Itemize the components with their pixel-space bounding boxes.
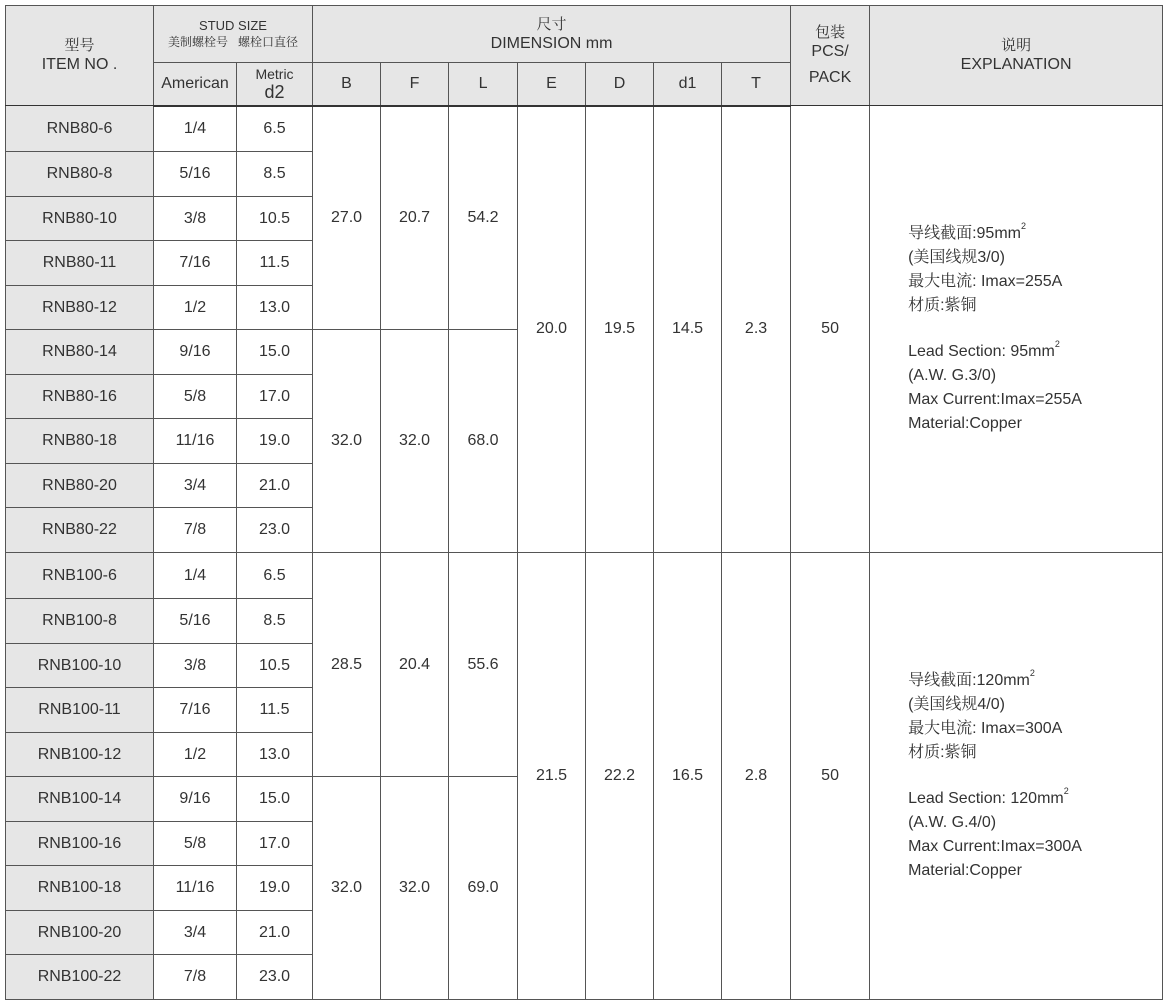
metric-cell: 11.5	[237, 688, 313, 733]
item-no-cell: RNB80-16	[6, 375, 154, 419]
header-pack-pcs: PCS/	[811, 43, 849, 60]
explanation-en-current: Max Current:Imax=255A	[908, 391, 1082, 408]
dim-l-cell: 69.0	[449, 777, 518, 1000]
metric-cell: 10.5	[237, 644, 313, 688]
table-row	[6, 106, 1163, 152]
explanation-en-material: Material:Copper	[908, 415, 1022, 432]
explanation-en-section	[908, 787, 1162, 811]
metric-cell: 23.0	[237, 955, 313, 1000]
dim-b-cell: 32.0	[313, 330, 381, 553]
metric-cell: 13.0	[237, 286, 313, 330]
item-no-cell: RNB80-20	[6, 464, 154, 508]
metric-cell: 10.5	[237, 197, 313, 241]
american-cell: 3/8	[154, 644, 237, 688]
american-cell: 9/16	[154, 777, 237, 822]
superscript-2: 2	[1063, 786, 1069, 796]
explanation-en-awg: (A.W. G.4/0)	[908, 814, 997, 831]
metric-cell: 21.0	[237, 464, 313, 508]
explanation-cn-material: 材质:紫铜	[908, 297, 977, 314]
item-no-cell: RNB100-22	[6, 955, 154, 1000]
header-metric-cn: 螺栓口直径	[238, 35, 299, 49]
header-metric-line2: d2	[264, 81, 285, 102]
metric-cell: 8.5	[237, 152, 313, 197]
american-cell: 3/8	[154, 197, 237, 241]
explanation-gap	[908, 318, 1162, 340]
superscript-2: 2	[1029, 668, 1035, 678]
explanation-en-section-text: Lead Section: 120mm	[908, 790, 1064, 807]
metric-cell: 19.0	[237, 866, 313, 911]
spec-table	[5, 5, 1163, 1000]
dim-d-cell: 22.2	[586, 553, 654, 1000]
header-item-no-cn: 型号	[64, 37, 95, 54]
metric-cell: 6.5	[237, 106, 313, 152]
header-dim-t-label: T	[751, 74, 761, 92]
explanation-en-material: Material:Copper	[908, 862, 1022, 879]
header-dim-f-label: F	[409, 74, 420, 92]
explanation-cell	[870, 553, 1163, 1000]
pack-cell: 50	[791, 553, 870, 1000]
dim-d-cell: 19.5	[586, 106, 654, 553]
dim-f-cell: 20.4	[381, 553, 449, 777]
american-cell: 7/8	[154, 508, 237, 553]
dim-e-cell: 21.5	[518, 553, 586, 1000]
american-cell: 7/16	[154, 241, 237, 286]
header-pack-pack: PACK	[808, 69, 852, 86]
explanation-gap	[908, 765, 1162, 787]
metric-cell: 23.0	[237, 508, 313, 553]
dim-e-cell: 20.0	[518, 106, 586, 553]
item-no-cell: RNB80-8	[6, 152, 154, 197]
explanation-cn-section-text: 导线截面:95mm	[908, 225, 1021, 242]
american-cell: 7/16	[154, 688, 237, 733]
item-no-cell: RNB80-11	[6, 241, 154, 286]
header-metric-line1: Metric	[255, 65, 294, 82]
superscript-2: 2	[1020, 221, 1026, 231]
explanation-cn-section-text: 导线截面:120mm	[908, 672, 1030, 689]
explanation-cn-current: 最大电流: Imax=300A	[908, 720, 1063, 737]
metric-cell: 17.0	[237, 822, 313, 866]
metric-cell: 11.5	[237, 241, 313, 286]
item-no-cell: RNB80-14	[6, 330, 154, 375]
item-no-cell: RNB100-18	[6, 866, 154, 911]
header-pack	[791, 6, 870, 106]
explanation-en-current: Max Current:Imax=300A	[908, 838, 1082, 855]
header-explanation	[870, 6, 1163, 106]
metric-cell: 15.0	[237, 330, 313, 375]
superscript-2: 2	[1054, 339, 1060, 349]
dim-t-cell: 2.8	[722, 553, 791, 1000]
american-cell: 5/8	[154, 375, 237, 419]
header-explanation-en: EXPLANATION	[960, 56, 1072, 73]
header-stud-size-cn	[154, 34, 312, 50]
american-cell: 1/2	[154, 733, 237, 777]
item-no-cell: RNB100-12	[6, 733, 154, 777]
table-body	[6, 106, 1163, 1000]
dim-b-cell: 32.0	[313, 777, 381, 1000]
item-no-cell: RNB100-16	[6, 822, 154, 866]
header-pack-cn: 包装	[815, 24, 846, 41]
header-dimension	[313, 6, 791, 63]
header-dim-e-label: E	[546, 74, 557, 92]
explanation-cn-section	[908, 669, 1162, 693]
item-no-cell: RNB80-22	[6, 508, 154, 553]
metric-cell: 19.0	[237, 419, 313, 464]
dim-t-cell: 2.3	[722, 106, 791, 553]
metric-cell: 21.0	[237, 911, 313, 955]
header-stud-size-en: STUD SIZE	[199, 18, 267, 33]
item-no-cell: RNB100-11	[6, 688, 154, 733]
pack-cell: 50	[791, 106, 870, 553]
header-dimension-cn: 尺寸	[536, 15, 567, 33]
header-dim-t	[722, 63, 791, 106]
header-dim-b-label: B	[341, 74, 352, 92]
header-item-no-en: ITEM NO .	[41, 56, 118, 73]
item-no-cell: RNB80-10	[6, 197, 154, 241]
header-dim-d1	[654, 63, 722, 106]
explanation-cn-current: 最大电流: Imax=255A	[908, 273, 1063, 290]
american-cell: 3/4	[154, 911, 237, 955]
explanation-en-section-text: Lead Section: 95mm	[908, 343, 1055, 360]
american-cell: 9/16	[154, 330, 237, 375]
american-cell: 5/16	[154, 599, 237, 644]
item-no-cell: RNB100-8	[6, 599, 154, 644]
american-cell: 1/4	[154, 106, 237, 152]
metric-cell: 13.0	[237, 733, 313, 777]
explanation-cell	[870, 106, 1163, 553]
header-american-cn: 美制螺栓号	[167, 35, 228, 49]
item-no-cell: RNB100-20	[6, 911, 154, 955]
header-dim-e	[518, 63, 586, 106]
item-no-cell: RNB80-18	[6, 419, 154, 464]
explanation-cn-material: 材质:紫铜	[908, 744, 977, 761]
explanation-en-section	[908, 340, 1162, 364]
header-stud-size	[154, 6, 313, 63]
dim-b-cell: 27.0	[313, 106, 381, 330]
dim-f-cell: 20.7	[381, 106, 449, 330]
header-dimension-en: DIMENSION mm	[490, 34, 613, 52]
dim-l-cell: 54.2	[449, 106, 518, 330]
explanation-cn-awg: (美国线规3/0)	[908, 249, 1005, 266]
metric-cell: 15.0	[237, 777, 313, 822]
american-cell: 5/8	[154, 822, 237, 866]
header-explanation-cn: 说明	[1001, 37, 1032, 54]
header-dim-b	[313, 63, 381, 106]
header-metric	[237, 63, 313, 106]
dim-l-cell: 68.0	[449, 330, 518, 553]
header-item-no	[6, 6, 154, 106]
dim-b-cell: 28.5	[313, 553, 381, 777]
american-cell: 3/4	[154, 464, 237, 508]
item-no-cell: RNB100-10	[6, 644, 154, 688]
header-american-label: American	[161, 74, 229, 92]
item-no-cell: RNB100-6	[6, 553, 154, 599]
item-no-cell: RNB80-12	[6, 286, 154, 330]
header-dim-d-label: D	[613, 74, 626, 92]
header-dim-l	[449, 63, 518, 106]
american-cell: 1/4	[154, 553, 237, 599]
table-row	[6, 553, 1163, 599]
header-dim-f	[381, 63, 449, 106]
dim-d1-cell: 14.5	[654, 106, 722, 553]
dim-d1-cell: 16.5	[654, 553, 722, 1000]
header-dim-d	[586, 63, 654, 106]
header-american	[154, 63, 237, 106]
metric-cell: 8.5	[237, 599, 313, 644]
explanation-cn-section	[908, 222, 1162, 246]
metric-cell: 17.0	[237, 375, 313, 419]
dim-l-cell: 55.6	[449, 553, 518, 777]
dim-f-cell: 32.0	[381, 777, 449, 1000]
dim-f-cell: 32.0	[381, 330, 449, 553]
american-cell: 11/16	[154, 866, 237, 911]
american-cell: 5/16	[154, 152, 237, 197]
explanation-cn-awg: (美国线规4/0)	[908, 696, 1005, 713]
metric-cell: 6.5	[237, 553, 313, 599]
item-no-cell: RNB80-6	[6, 106, 154, 152]
header-dim-d1-label: d1	[678, 74, 697, 92]
american-cell: 7/8	[154, 955, 237, 1000]
header-dim-l-label: L	[478, 74, 488, 92]
explanation-en-awg: (A.W. G.3/0)	[908, 367, 997, 384]
item-no-cell: RNB100-14	[6, 777, 154, 822]
american-cell: 11/16	[154, 419, 237, 464]
american-cell: 1/2	[154, 286, 237, 330]
